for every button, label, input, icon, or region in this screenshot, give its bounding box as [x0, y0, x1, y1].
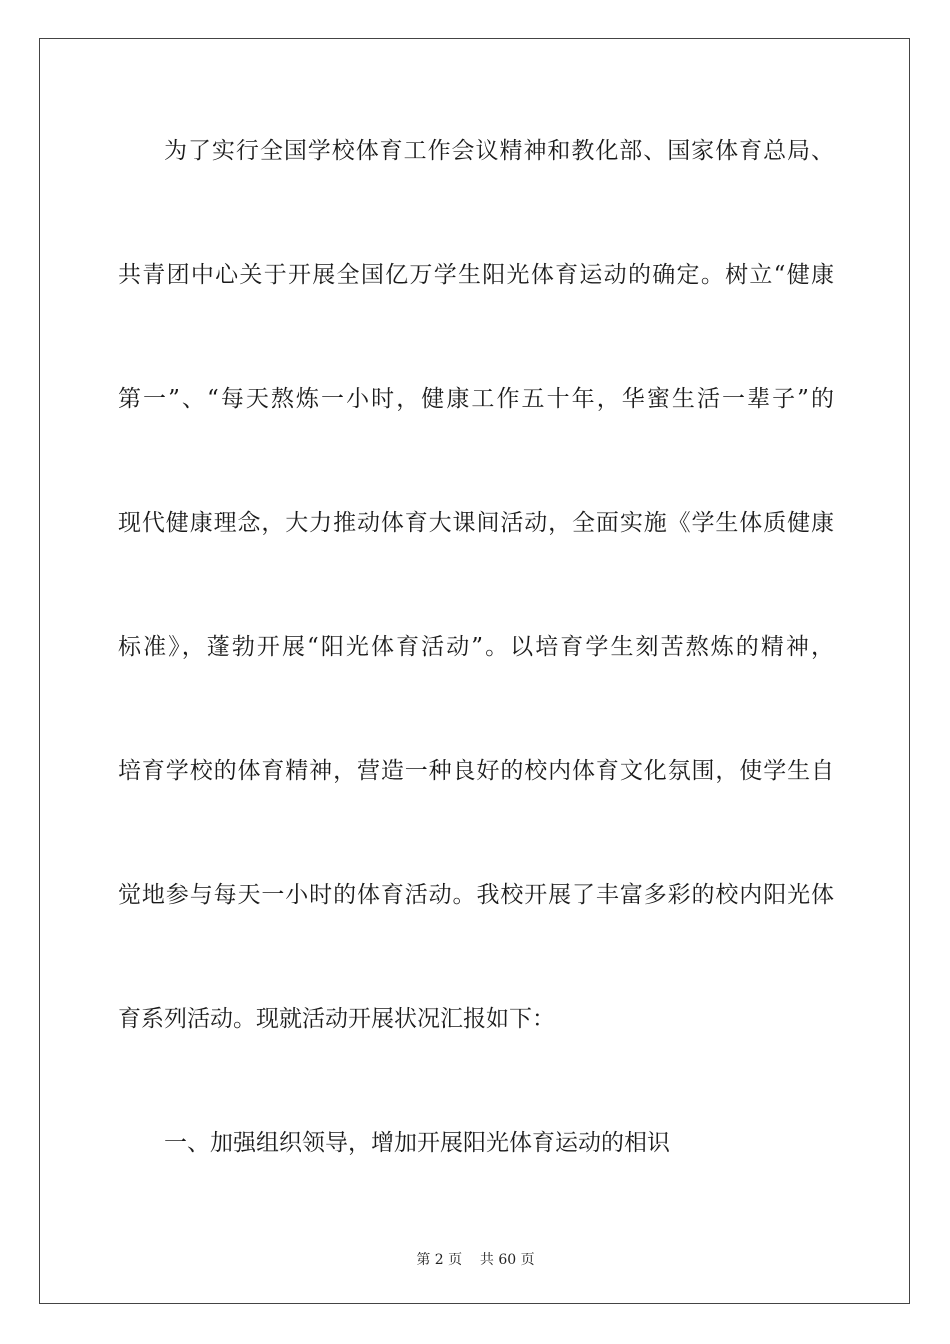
- paragraph-line-6: 培育学校的体育精神，营造一种良好的校内体育文化氛围，使学生自: [118, 758, 834, 784]
- paragraph-line-3: 第一”、“每天熬炼一小时，健康工作五十年，华蜜生活一辈子”的: [118, 386, 834, 412]
- paragraph-line-8: 育系列活动。现就活动开展状况汇报如下：: [118, 1006, 555, 1032]
- paragraph-line-7: 觉地参与每天一小时的体育活动。我校开展了丰富多彩的校内阳光体: [118, 882, 834, 908]
- paragraph-line-2: 共青团中心关于开展全国亿万学生阳光体育运动的确定。树立“健康: [118, 262, 834, 288]
- paragraph-line-4: 现代健康理念，大力推动体育大课间活动，全面实施《学生体质健康: [118, 510, 834, 536]
- paragraph-line-5: 标准》，蓬勃开展“阳光体育活动”。以培育学生刻苦熬炼的精神，: [118, 634, 834, 660]
- paragraph-line-1: 为了实行全国学校体育工作会议精神和教化部、国家体育总局、: [164, 138, 834, 164]
- section-heading: 一、加强组织领导，增加开展阳光体育运动的相识: [164, 1130, 670, 1156]
- page-frame: [39, 38, 910, 1304]
- page-number-footer: 第 2 页 共 60 页: [416, 1252, 535, 1268]
